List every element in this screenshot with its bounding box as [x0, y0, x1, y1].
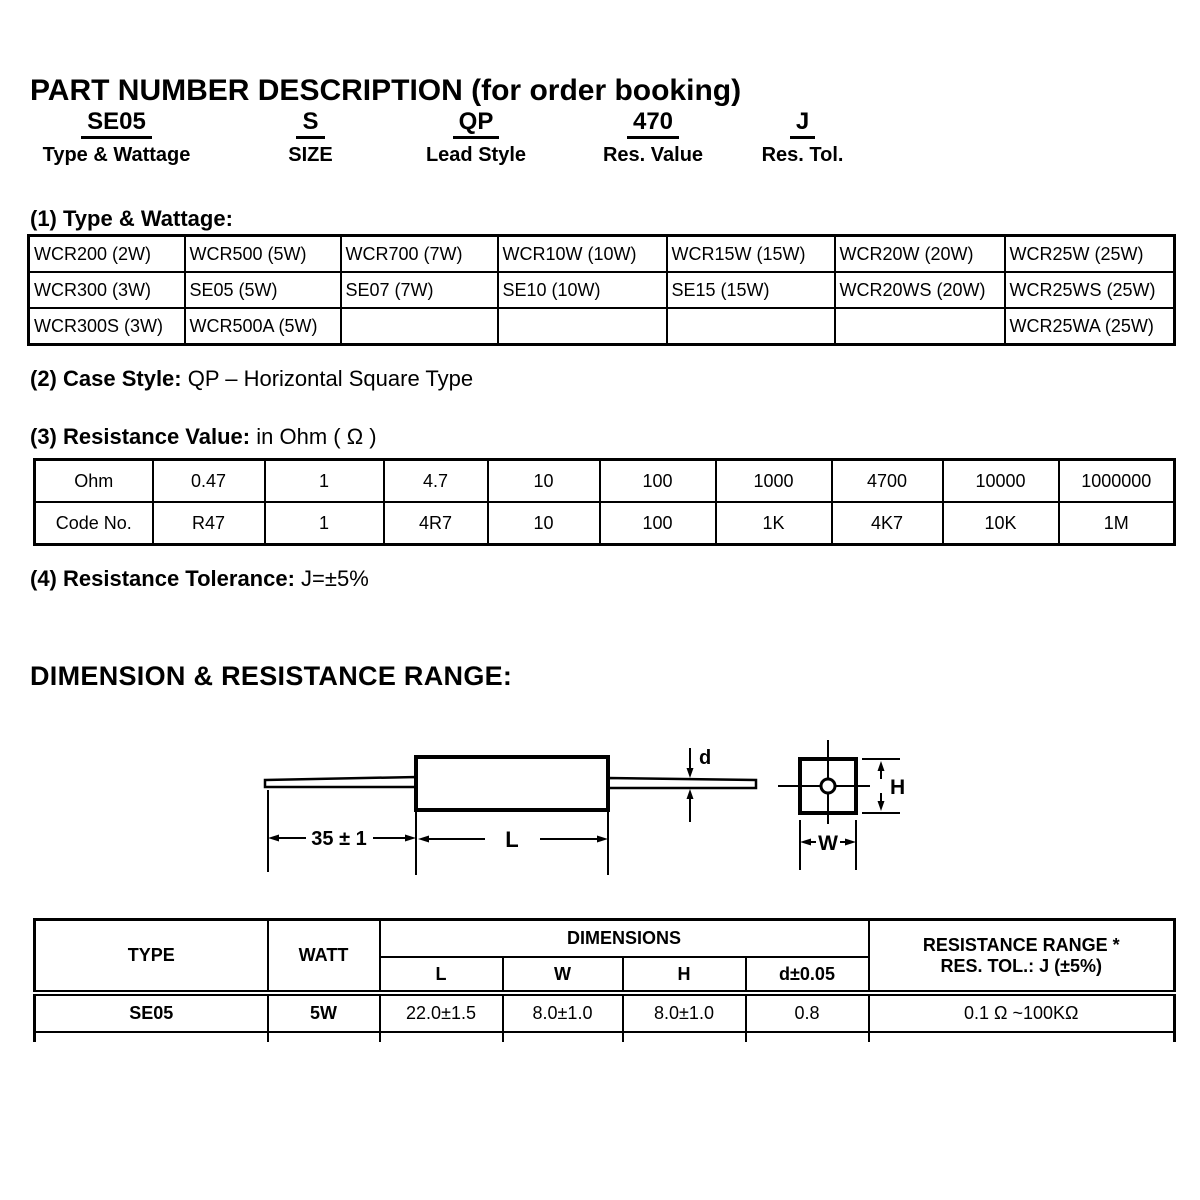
column-header-dimensions: DIMENSIONS — [380, 920, 869, 958]
cell-l: 22.0±1.5 — [380, 993, 503, 1032]
table-cell: 100 — [600, 502, 716, 545]
section-3-unit-note: in Ohm ( Ω ) — [256, 424, 377, 449]
table-cell: 4700 — [832, 460, 943, 503]
lead-length-dimension — [268, 828, 416, 850]
page-title: PART NUMBER DESCRIPTION (for order booking) — [30, 74, 742, 107]
resistance-range-header-line2: RES. TOL.: J (±5%) — [940, 955, 1103, 976]
lead-wire-left — [265, 777, 416, 787]
column-header-resistance-range — [869, 920, 1175, 994]
dimension-section-heading: DIMENSION & RESISTANCE RANGE: — [30, 661, 513, 691]
lead-wire-right — [608, 778, 756, 788]
column-header-w: W — [503, 957, 623, 993]
cell-d: 0.8 — [746, 993, 869, 1032]
part-number-segment-res-tol — [740, 109, 865, 167]
column-header-h: H — [623, 957, 746, 993]
section-3-label: (3) Resistance Value: — [30, 424, 251, 449]
table-row — [35, 993, 1175, 1032]
section-2-heading — [30, 366, 473, 392]
part-code-lead-style: QP — [453, 109, 500, 139]
section-4-value: J=±5% — [301, 566, 369, 591]
cell-h: 8.0±1.0 — [623, 993, 746, 1032]
table-cell: 1 — [265, 460, 384, 503]
section-1-heading: (1) Type & Wattage: — [30, 206, 233, 231]
table-row — [29, 236, 1175, 273]
section-4-heading — [30, 566, 369, 592]
table-cell: WCR300S (3W) — [29, 308, 185, 345]
table-cell: 10K — [943, 502, 1059, 545]
dimension-table — [33, 918, 1176, 1042]
table-cell: SE07 (7W) — [341, 272, 498, 308]
table-cell: WCR20WS (20W) — [835, 272, 1005, 308]
table-cell: 100 — [600, 460, 716, 503]
lead-diameter-label: d — [699, 747, 712, 769]
part-code-label-res-tol: Res. Tol. — [761, 144, 844, 166]
table-cell: R47 — [153, 502, 265, 545]
table-row — [35, 502, 1175, 545]
column-header-l: L — [380, 957, 503, 993]
table-cell: 1 — [265, 502, 384, 545]
table-cell — [835, 308, 1005, 345]
table-cell: WCR200 (2W) — [29, 236, 185, 273]
table-cell: SE05 (5W) — [185, 272, 341, 308]
table-cell: WCR10W (10W) — [498, 236, 667, 273]
table-cell: 10 — [488, 460, 600, 503]
table-cell: WCR500 (5W) — [185, 236, 341, 273]
type-wattage-table — [27, 234, 1176, 346]
table-cell: WCR300 (3W) — [29, 272, 185, 308]
resistance-value-table — [33, 458, 1176, 546]
table-cell: WCR15W (15W) — [667, 236, 835, 273]
table-row — [29, 308, 1175, 345]
resistance-range-header-line1: RESISTANCE RANGE * — [922, 934, 1120, 955]
table-cell: 4.7 — [384, 460, 488, 503]
table-cell: 4K7 — [832, 502, 943, 545]
section-2-value: QP – Horizontal Square Type — [187, 366, 474, 391]
part-code-label-type: Type & Wattage — [42, 144, 191, 166]
width-dimension — [800, 820, 856, 870]
part-code-res-value: 470 — [627, 109, 679, 139]
table-cell: WCR700 (7W) — [341, 236, 498, 273]
table-cell — [667, 308, 835, 345]
body-length-dimension — [418, 827, 608, 852]
part-number-segment-size — [248, 109, 373, 167]
table-cell: Code No. — [35, 502, 153, 545]
part-number-segment-res-value — [583, 109, 723, 167]
part-code-res-tol: J — [790, 109, 815, 139]
cell-w: 8.0±1.0 — [503, 993, 623, 1032]
section-3-heading — [30, 424, 377, 450]
table-cell: 4R7 — [384, 502, 488, 545]
column-header-d: d±0.05 — [746, 957, 869, 993]
table-cell — [341, 308, 498, 345]
body-length-label: L — [505, 827, 519, 852]
part-code-size: S — [296, 109, 324, 139]
part-code-label-lead-style: Lead Style — [425, 144, 527, 166]
table-header-row — [35, 920, 1175, 958]
lead-length-label: 35 ± 1 — [311, 828, 367, 850]
height-label: H — [890, 776, 906, 799]
width-label: W — [818, 832, 838, 855]
table-cell: 10000 — [943, 460, 1059, 503]
table-row — [29, 272, 1175, 308]
section-2-label: (2) Case Style: — [30, 366, 182, 391]
part-number-segment-type — [24, 109, 209, 167]
table-cell: WCR25WS (25W) — [1005, 272, 1175, 308]
table-cell: WCR20W (20W) — [835, 236, 1005, 273]
table-cell: SE10 (10W) — [498, 272, 667, 308]
cell-watt: 5W — [268, 993, 380, 1032]
table-cell: 1000000 — [1059, 460, 1175, 503]
resistor-dimension-diagram — [250, 722, 930, 897]
table-cell: 0.47 — [153, 460, 265, 503]
part-code-type: SE05 — [81, 109, 152, 139]
cropped-next-row — [35, 1032, 1175, 1042]
table-cell — [498, 308, 667, 345]
table-cell: WCR25WA (25W) — [1005, 308, 1175, 345]
table-cell: 1K — [716, 502, 832, 545]
part-code-label-res-value: Res. Value — [602, 144, 704, 166]
resistor-body — [416, 757, 608, 810]
lead-hole-circle — [821, 779, 835, 793]
section-4-label: (4) Resistance Tolerance: — [30, 566, 295, 591]
table-cell: WCR25W (25W) — [1005, 236, 1175, 273]
column-header-watt: WATT — [268, 920, 380, 994]
table-cell: Ohm — [35, 460, 153, 503]
table-cell: 1M — [1059, 502, 1175, 545]
end-view-cross-section — [778, 740, 870, 824]
table-cell: WCR500A (5W) — [185, 308, 341, 345]
part-code-label-size: SIZE — [288, 144, 333, 166]
part-number-segment-lead-style — [406, 109, 546, 167]
cell-type: SE05 — [35, 993, 268, 1032]
table-cell: SE15 (15W) — [667, 272, 835, 308]
table-row — [35, 460, 1175, 503]
cell-resistance-range: 0.1 Ω ~100KΩ — [869, 993, 1175, 1032]
column-header-type: TYPE — [35, 920, 268, 994]
table-cell: 10 — [488, 502, 600, 545]
table-cell: 1000 — [716, 460, 832, 503]
